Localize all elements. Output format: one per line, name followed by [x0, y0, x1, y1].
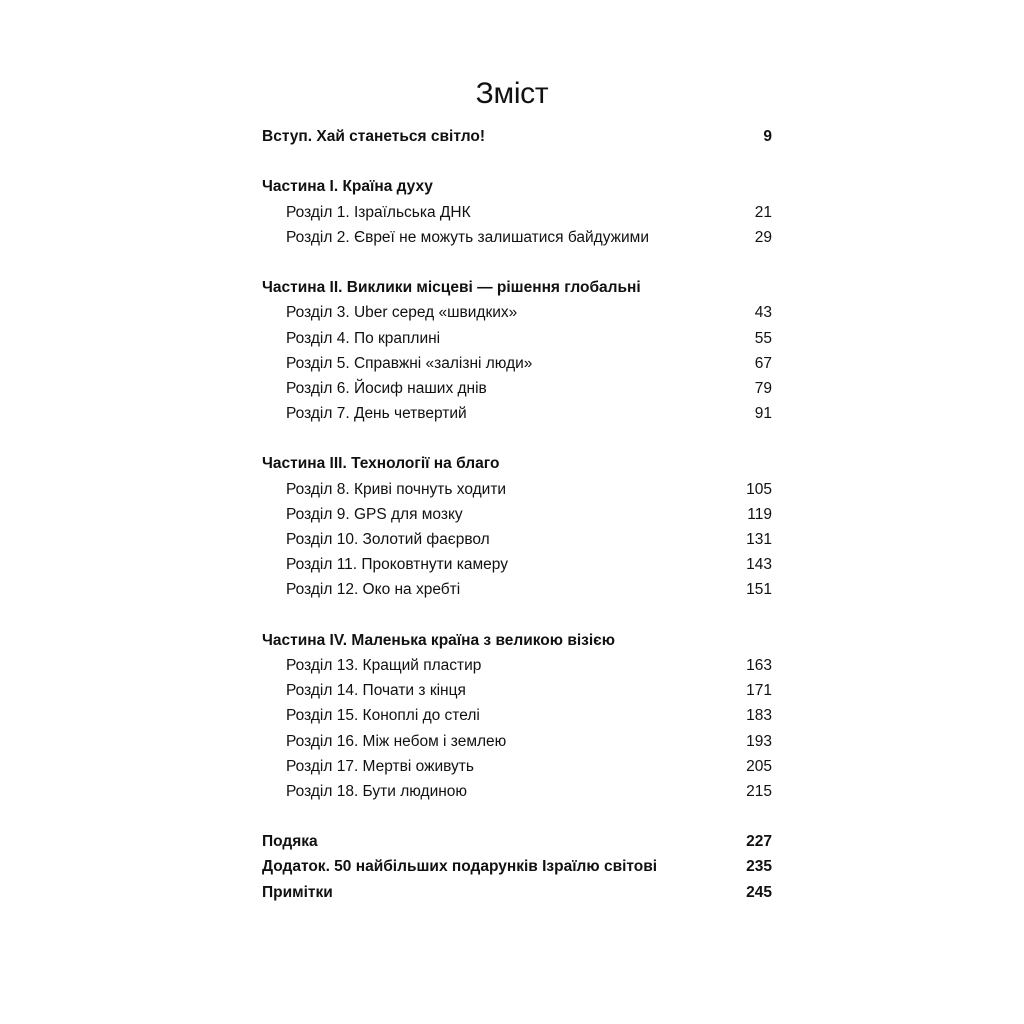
toc-entry-page: 235	[746, 858, 772, 876]
toc-part-label: Частина I. Країна духу	[262, 178, 433, 196]
toc-back-matter-entry	[262, 854, 772, 879]
toc-part-heading	[262, 174, 772, 199]
toc-part-label: Частина II. Виклики місцеві — рішення глобальні	[262, 279, 641, 297]
toc-entry-page: 215	[746, 782, 772, 800]
toc-chapter-entry	[262, 729, 772, 754]
toc-entry-page: 43	[754, 304, 772, 322]
toc-entry-label: Розділ 5. Справжні «залізні люди»	[286, 354, 533, 372]
toc-entry-page: 21	[754, 203, 772, 221]
toc-spacer	[262, 603, 772, 628]
toc-entry-label: Розділ 11. Проковтнути камеру	[286, 556, 508, 574]
toc-entry-page: 163	[746, 656, 772, 674]
toc-entry-label: Розділ 18. Бути людиною	[286, 782, 468, 800]
toc-chapter-entry	[262, 351, 772, 376]
toc-entry-page: 143	[746, 556, 772, 574]
toc-back-matter-entry	[262, 880, 772, 905]
toc-chapter-entry	[262, 552, 772, 577]
toc-entry-page: 55	[754, 329, 772, 347]
toc-entry-page: 67	[754, 354, 772, 372]
toc-entry-label: Розділ 1. Ізраїльська ДНК	[286, 203, 471, 221]
toc-entry-page: 227	[746, 833, 772, 851]
toc-entry-page: 9	[763, 128, 772, 145]
toc-entry-label: Розділ 17. Мертві оживуть	[286, 757, 474, 775]
toc-part-label: Частина III. Технології на благо	[262, 455, 500, 473]
toc-chapter-entry	[262, 754, 772, 779]
table-of-contents	[262, 124, 772, 905]
toc-spacer	[262, 426, 772, 451]
toc-entry-page: 245	[746, 883, 772, 901]
toc-chapter-entry	[262, 653, 772, 678]
toc-entry-label: Розділ 4. По краплині	[286, 329, 441, 347]
toc-chapter-entry	[262, 225, 772, 250]
toc-entry-page: 105	[746, 480, 772, 498]
toc-entry-label: Розділ 7. День четвертий	[286, 405, 467, 423]
toc-entry-page: 205	[746, 757, 772, 775]
toc-entry-label: Примітки	[262, 883, 333, 901]
toc-part-heading	[262, 451, 772, 476]
toc-entry-page: 29	[754, 228, 772, 246]
toc-entry-page: 193	[746, 732, 772, 750]
toc-entry-label: Розділ 9. GPS для мозку	[286, 505, 463, 523]
toc-chapter-entry	[262, 401, 772, 426]
toc-entry-label: Подяка	[262, 833, 318, 851]
toc-entry-label: Розділ 12. Око на хребті	[286, 581, 461, 599]
toc-entry-label: Додаток. 50 найбільших подарунків Ізраїлю світові	[262, 858, 658, 876]
toc-entry-label: Розділ 13. Кращий пластир	[286, 656, 482, 674]
toc-chapter-entry	[262, 502, 772, 527]
toc-chapter-entry	[262, 678, 772, 703]
toc-chapter-entry	[262, 326, 772, 351]
toc-entry-label: Розділ 14. Почати з кінця	[286, 682, 466, 700]
toc-part-heading	[262, 275, 772, 300]
toc-entry-page: 79	[754, 379, 772, 397]
toc-chapter-entry	[262, 779, 772, 804]
toc-chapter-entry	[262, 477, 772, 502]
toc-part-heading	[262, 628, 772, 653]
toc-entry-label: Розділ 2. Євреї не можуть залишатися байдужими	[286, 228, 649, 246]
toc-entry-page: 91	[754, 405, 772, 423]
toc-chapter-entry	[262, 300, 772, 325]
toc-spacer	[262, 804, 772, 829]
toc-entry-label: Розділ 8. Криві почнуть ходити	[286, 480, 507, 498]
toc-entry-label: Вступ. Хай станеться світло!	[262, 128, 485, 145]
toc-entry-label: Розділ 15. Коноплі до стелі	[286, 707, 480, 725]
toc-part-label: Частина IV. Маленька країна з великою візією	[262, 631, 615, 649]
toc-intro-entry	[262, 124, 772, 149]
toc-entry-page: 131	[746, 531, 772, 548]
toc-chapter-entry	[262, 376, 772, 401]
toc-entry-page: 151	[746, 581, 772, 599]
toc-back-matter-entry	[262, 829, 772, 854]
toc-entry-page: 171	[746, 682, 772, 700]
toc-spacer	[262, 149, 772, 174]
toc-chapter-entry	[262, 527, 772, 552]
toc-chapter-entry	[262, 200, 772, 225]
toc-chapter-entry	[262, 703, 772, 728]
toc-chapter-entry	[262, 577, 772, 602]
toc-entry-label: Розділ 3. Uber серед «швидких»	[286, 304, 518, 322]
toc-entry-label: Розділ 10. Золотий фаєрвол	[286, 531, 490, 548]
toc-entry-page: 119	[747, 505, 772, 523]
toc-entry-page: 183	[746, 707, 772, 725]
page-title: Зміст	[475, 77, 549, 110]
toc-entry-label: Розділ 6. Йосиф наших днів	[286, 379, 487, 397]
toc-entry-label: Розділ 16. Між небом і землею	[286, 732, 507, 750]
toc-spacer	[262, 250, 772, 275]
